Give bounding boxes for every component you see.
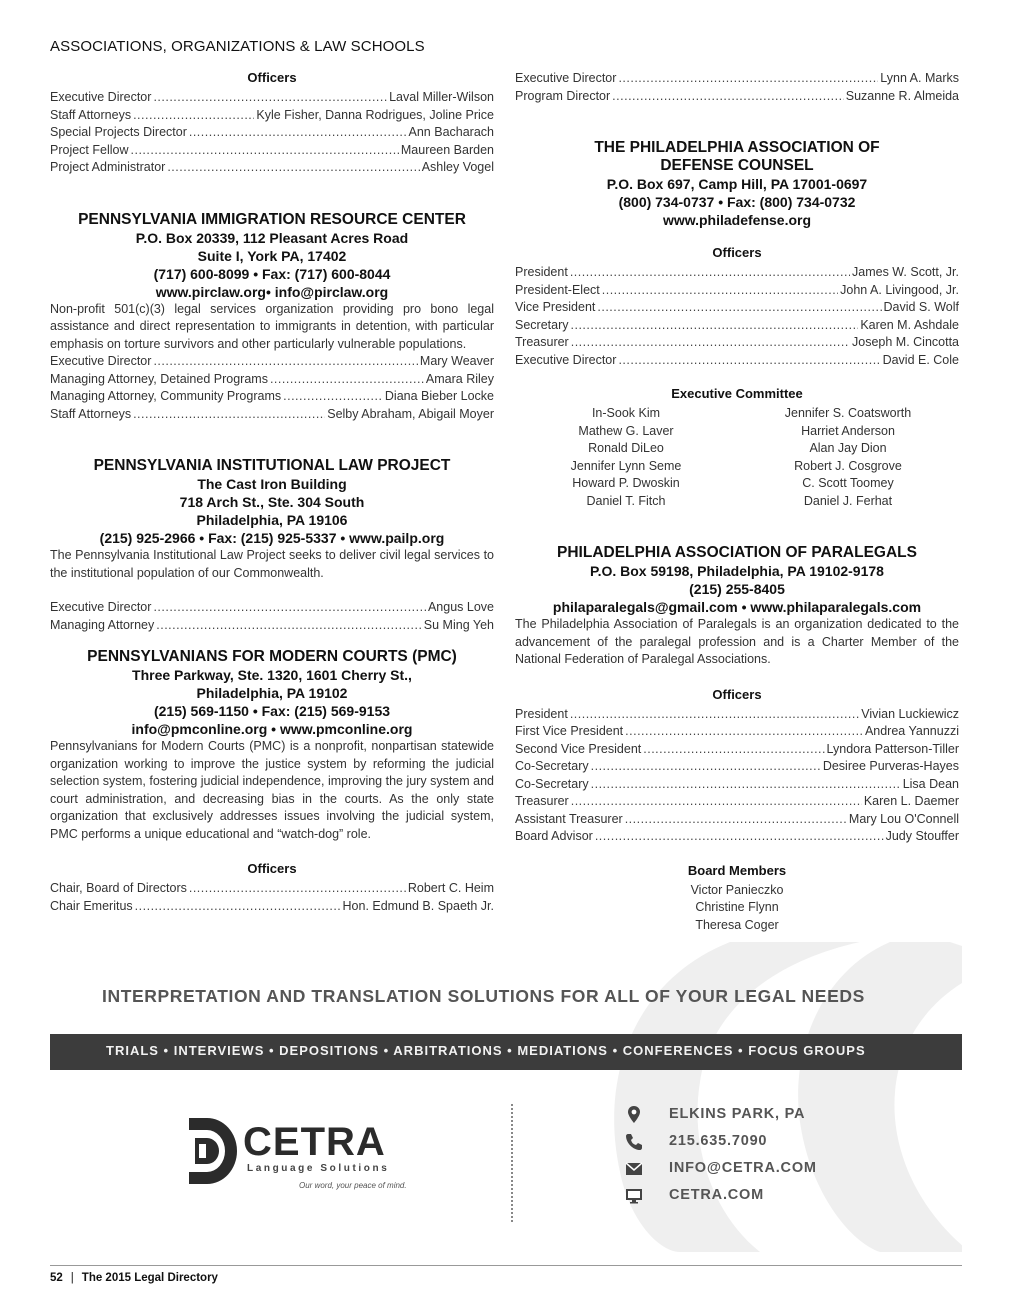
org-address: The Cast Iron Building: [197, 476, 347, 492]
org-phone: (215) 255-8405: [689, 581, 785, 597]
committee-member: Ronald DiLeo: [588, 441, 664, 455]
officer-entry: Second Vice President ..... Lyndora Patterson-Tiller: [515, 741, 959, 759]
committee-member: Daniel T. Fitch: [586, 493, 666, 508]
officer-entry: First Vice President ..... Andrea Yannuzzi: [515, 723, 959, 741]
officers-heading: Officers: [247, 70, 297, 85]
officer-entry: Co-Secretary ..... Lisa Dean: [515, 776, 959, 794]
board-list: [515, 882, 959, 935]
logo-wordmark: CETRA: [243, 1120, 386, 1164]
committee-member: Mathew G. Laver: [578, 423, 674, 438]
logo-subtitle: Language Solutions: [247, 1163, 390, 1174]
cetra-advertisement: INTERPRETATION AND TRANSLATION SOLUTIONS FOR ALL OF YOUR LEGAL NEEDS TRIALS • INTERVIEWS • DEPOSITIONS • ARBITRATIONS • MEDIATIONS • CONFERENCES • FOCUS GROUPS CETRA Language Solutions Our word, your peace of mind. ELKINS PARK, PA 215.635.7090 INFO@CETRA.COM CETRA.COM: [50, 942, 962, 1252]
officers-list: [50, 89, 494, 177]
envelope-icon: [624, 1159, 644, 1179]
org-name-padc: THE PHILADELPHIA ASSOCIATION OF: [594, 139, 880, 156]
officer-entry: President ..... James W. Scott, Jr.: [515, 264, 959, 282]
committee-column-right: [737, 405, 959, 510]
board-member: Theresa Coger: [695, 917, 779, 932]
services-list: TRIALS • INTERVIEWS • DEPOSITIONS • ARBITRATIONS • MEDIATIONS • CONFERENCES • FOCUS GROUPS: [106, 1043, 866, 1058]
officer-entry: Managing Attorney, Community Programs ..... Diana Bieber Locke: [50, 388, 494, 406]
officer-entry: Managing Attorney, Detained Programs ..... Amara Riley: [50, 371, 494, 389]
publication-title: The 2015 Legal Directory: [81, 1272, 218, 1284]
officer-entry: Program Director ..... Suzanne R. Almeida: [515, 88, 959, 106]
org-description: The Pennsylvania Institutional Law Project seeks to deliver civil legal services to the institutional population of our Commonwealth.: [50, 548, 494, 580]
officer-entry: Treasurer ..... Karen L. Daemer: [515, 793, 959, 811]
org-address: P.O. Box 20339, 112 Pleasant Acres Road: [135, 229, 409, 246]
phone-icon: [624, 1132, 644, 1152]
officer-entry: President ..... Vivian Luckiewicz: [515, 706, 959, 724]
officer-entry: Vice President ..... David S. Wolf: [515, 299, 959, 317]
committee-member: Jennifer S. Coatsworth: [784, 406, 912, 420]
page-number: 52: [50, 1272, 63, 1284]
board-member: Victor Panieczko: [690, 882, 784, 897]
org-address: 718 Arch St., Ste. 304 South: [179, 494, 365, 510]
right-column: [515, 70, 959, 934]
officer-entry: Managing Attorney ..... Su Ming Yeh: [50, 617, 494, 635]
page-footer: [50, 1272, 218, 1284]
officer-entry: Staff Attorneys ..... Selby Abraham, Abigail Moyer: [50, 406, 494, 424]
officer-entry: Project Fellow ..... Maureen Barden: [50, 142, 494, 160]
org-web: philaparalegals@gmail.com • www.philaparalegals.com: [552, 599, 922, 615]
org-address: Philadelphia, PA 19106: [196, 512, 348, 528]
org-phone: (717) 600-8099 • Fax: (717) 600-8044: [153, 265, 391, 282]
committee-list: [515, 405, 959, 510]
committee-member: In-Sook Kim: [591, 406, 661, 420]
board-heading: Board Members: [687, 862, 787, 878]
org-web: info@pmconline.org • www.pmconline.org: [131, 721, 413, 737]
officer-entry: Chair Emeritus ..... Hon. Edmund B. Spaeth Jr.: [50, 898, 494, 916]
org-name-pirc: PENNSYLVANIA IMMIGRATION RESOURCE CENTER: [78, 210, 466, 228]
cetra-logo-mark: [185, 1114, 241, 1188]
org-phone: (800) 734-0737 • Fax: (800) 734-0732: [618, 194, 856, 210]
org-name-padc-2: DEFENSE COUNSEL: [660, 157, 814, 174]
officer-entry: Secretary ..... Karen M. Ashdale: [515, 317, 959, 335]
officer-entry: Executive Director ..... Lynn A. Marks: [515, 70, 959, 88]
logo-tagline: Our word, your peace of mind.: [299, 1181, 407, 1190]
org-description: The Philadelphia Association of Paralegals is an organization dedicated to the advancement of the paralegal profession and is a Charter Member of the National Federation of Paralegal Associations.: [515, 617, 959, 666]
footer-rule: [50, 1265, 962, 1266]
officers-heading: Officers: [712, 245, 762, 260]
org-address: Suite I, York PA, 17402: [197, 247, 347, 264]
officer-entry: Executive Director ..... Mary Weaver: [50, 353, 494, 371]
org-phone: (215) 569-1150 • Fax: (215) 569-9153: [153, 703, 391, 719]
officer-entry: Board Advisor ..... Judy Stouffer: [515, 828, 959, 846]
committee-heading: Executive Committee: [671, 386, 803, 401]
cetra-logo[interactable]: [185, 1112, 425, 1202]
org-web: www.philadefense.org: [662, 212, 812, 228]
committee-member: Alan Jay Dion: [809, 441, 887, 455]
org-web: www.pirclaw.org• info@pirclaw.org: [155, 283, 389, 300]
committee-member: Robert J. Cosgrove: [794, 458, 902, 473]
committee-member: C. Scott Toomey: [802, 476, 894, 490]
officer-entry: President-Elect ..... John A. Livingood, Jr.: [515, 282, 959, 300]
org-name-pmc: PENNSYLVANIANS FOR MODERN COURTS (PMC): [87, 648, 457, 665]
footer-separator: |: [70, 1272, 74, 1284]
officer-entry: Executive Director ..... David E. Cole: [515, 352, 959, 370]
officer-entry: Assistant Treasurer ..... Mary Lou O'Connell: [515, 811, 959, 829]
org-address: P.O. Box 59198, Philadelphia, PA 19102-9178: [590, 563, 884, 579]
committee-member: Harriet Anderson: [801, 423, 895, 438]
committee-column-left: [515, 405, 737, 510]
committee-member: Jennifer Lynn Seme: [570, 458, 682, 473]
org-description: Non-profit 501(c)(3) legal services organization providing pro bono legal assistance and direct representation to immigrants in detention, with particular emphasis on torture survivors and other particularly vulnerable populations.: [50, 301, 494, 351]
officer-entry: Staff Attorneys ..... Kyle Fisher, Danna Rodrigues, Joline Price: [50, 107, 494, 125]
officer-entry: Executive Director ..... Angus Love: [50, 599, 494, 617]
officer-entry: Chair, Board of Directors ..... Robert C. Heim: [50, 880, 494, 898]
officer-entry: Special Projects Director ..... Ann Bacharach: [50, 124, 494, 142]
officer-entry: Co-Secretary ..... Desiree Purveras-Hayes: [515, 758, 959, 776]
committee-member: Daniel J. Ferhat: [803, 493, 893, 508]
officers-heading: Officers: [712, 686, 762, 702]
monitor-icon: [624, 1186, 644, 1206]
org-name-pap: PHILADELPHIA ASSOCIATION OF PARALEGALS: [557, 544, 917, 561]
officer-entry: Treasurer ..... Joseph M. Cincotta: [515, 334, 959, 352]
org-description: Pennsylvanians for Modern Courts (PMC) is a nonprofit, nonpartisan statewide organization working to improve the justice system by reforming the judicial selection system, fostering judicial independence, improving the jury system and court administration, and decreasing bias in the courts. As the only state organization that exclusively addresses issues involving the judicial system, PMC performs a unique educational and “watch-dog” role.: [50, 739, 494, 841]
org-address: P.O. Box 697, Camp Hill, PA 17001-0697: [606, 176, 868, 192]
left-column: [50, 70, 494, 915]
org-name-pilp: PENNSYLVANIA INSTITUTIONAL LAW PROJECT: [93, 457, 451, 474]
ad-divider: [511, 1104, 513, 1222]
officer-entry: Project Administrator ..... Ashley Vogel: [50, 159, 494, 177]
org-phone: (215) 925-2966 • Fax: (215) 925-5337 • www.pailp.org: [99, 530, 445, 546]
page-header: ASSOCIATIONS, ORGANIZATIONS & LAW SCHOOLS: [50, 38, 425, 55]
board-member: Christine Flynn: [695, 900, 779, 914]
officer-entry: Executive Director ..... Laval Miller-Wilson: [50, 89, 494, 107]
committee-member: Howard P. Dwoskin: [572, 476, 680, 490]
location-pin-icon: [624, 1105, 644, 1125]
officers-heading: Officers: [247, 861, 297, 876]
ad-headline: INTERPRETATION AND TRANSLATION SOLUTIONS FOR ALL OF YOUR LEGAL NEEDS: [102, 986, 865, 1006]
org-address: Three Parkway, Ste. 1320, 1601 Cherry St.,: [132, 667, 412, 683]
org-address: Philadelphia, PA 19102: [196, 685, 348, 701]
